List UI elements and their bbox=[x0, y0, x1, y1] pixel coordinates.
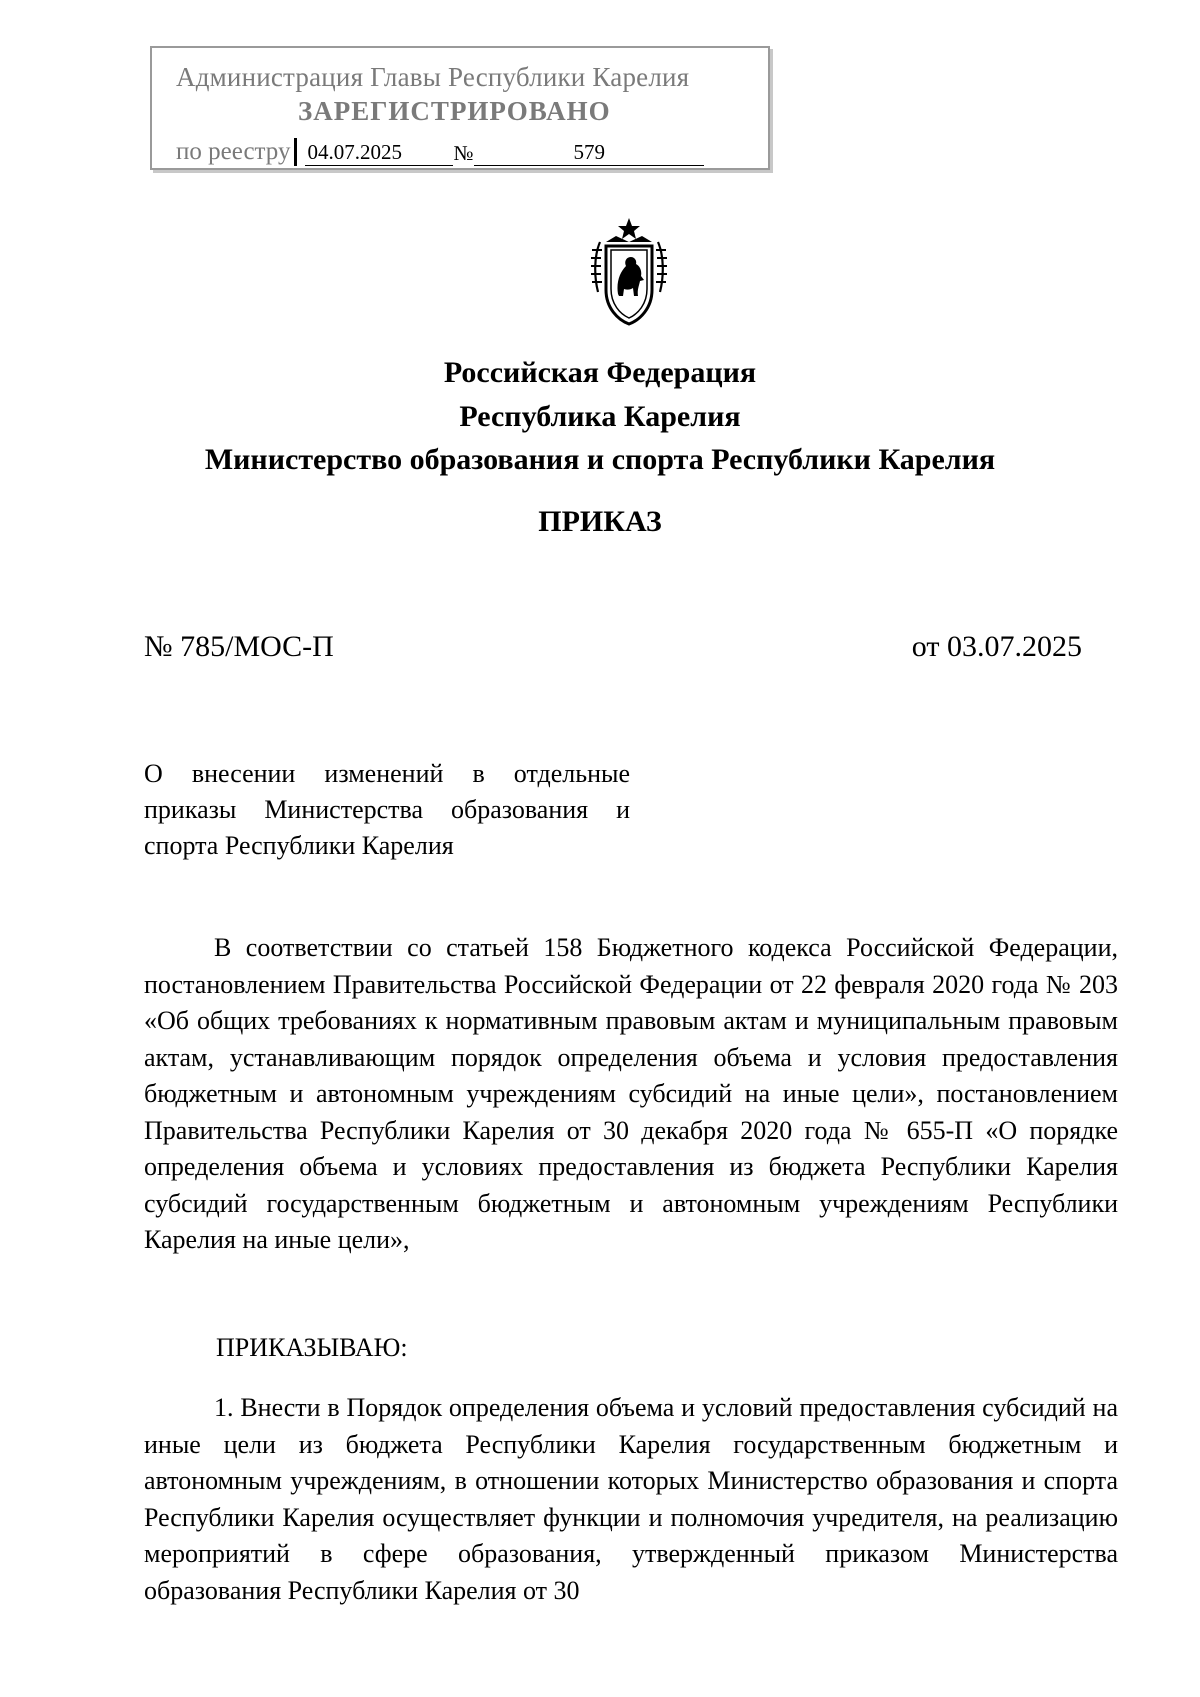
stamp-divider bbox=[294, 138, 297, 166]
header-country: Российская Федерация bbox=[443, 356, 757, 389]
order-subject: О внесении изменений в отдельные приказы Министерства образования и спорта Республики Карелия bbox=[144, 759, 630, 860]
preamble-paragraph: В соответствии со статьей 158 Бюджетного кодекса Российской Федерации, постановлением Правительства Российской Федерации от 22 февраля 2020 года № 203 «Об общих требованиях к нормативным правовым актам и муниципальным правовым актам, устанавливающим порядок определения объема и условия предоставления бюджетным и автономным учреждениям субсидий на иные цели», постановлением Правительства Республики Карелия от 30 декабря 2020 года № 655-П «О порядке определения объема и условиях предоставления из бюджета Республики Карелия субсидий государственным бюджетным и автономным учреждениям Республики Карелия на иные цели», bbox=[144, 933, 1118, 1254]
registration-stamp bbox=[150, 46, 770, 170]
header-republic: Республика Карелия bbox=[459, 400, 741, 433]
order-number: № 785/МОС-П bbox=[144, 630, 334, 663]
stamp-number-label: № bbox=[453, 141, 474, 165]
item-1-paragraph: 1. Внести в Порядок определения объема и условий предоставления субсидий на иные цели из бюджета Республики Карелия государственным бюджетным и автономным учреждениям, в отношении которых Министерство образования и спорта Республики Карелия осуществляет функции и полномочия учредителя, на реализацию мероприятий в сфере образования, утвержденный приказом Министерства образования Республики Карелия от 30 bbox=[144, 1393, 1118, 1605]
header-ministry: Министерство образования и спорта Республики Карелия bbox=[204, 443, 996, 476]
stamp-authority: Администрация Главы Республики Карелия bbox=[176, 62, 690, 92]
stamp-registry-label: по реестру bbox=[176, 138, 291, 165]
stamp-registry-line bbox=[176, 138, 704, 166]
stamp-registered: ЗАРЕГИСТРИРОВАНО bbox=[298, 96, 611, 126]
stamp-number: 579 bbox=[474, 140, 704, 166]
document-type: ПРИКАЗ bbox=[538, 505, 662, 538]
order-date: от 03.07.2025 bbox=[911, 630, 1082, 663]
coat-of-arms-icon bbox=[586, 216, 672, 328]
order-word: ПРИКАЗЫВАЮ: bbox=[216, 1333, 408, 1362]
stamp-date: 04.07.2025 bbox=[305, 140, 453, 166]
